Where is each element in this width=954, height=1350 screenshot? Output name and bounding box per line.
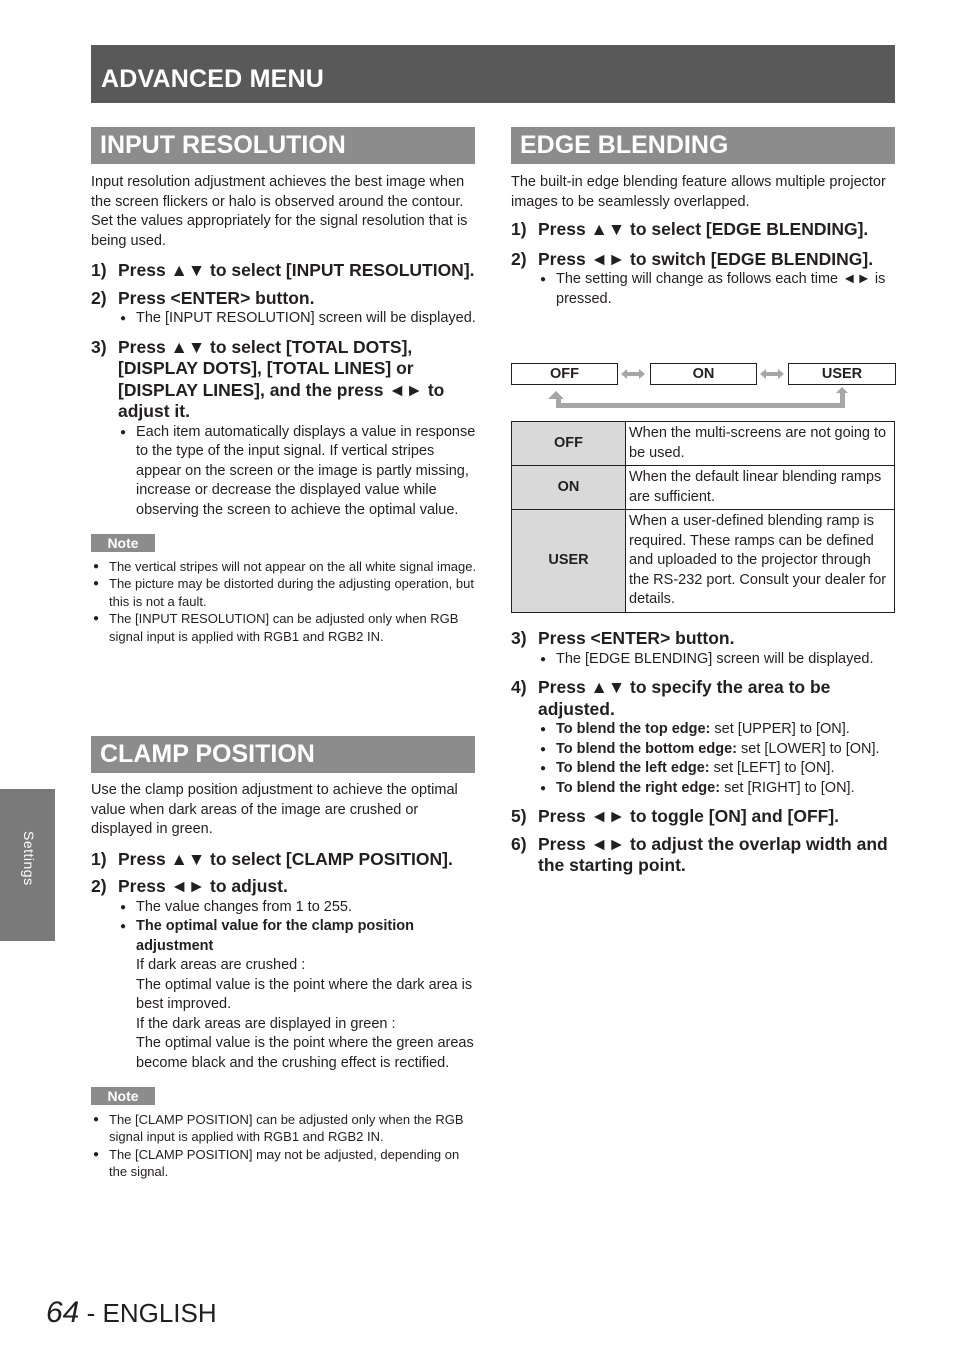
table-key: USER	[512, 510, 626, 613]
setting-cycle-diagram	[511, 363, 896, 411]
blend-item-label: To blend the bottom edge:	[556, 740, 737, 757]
detail-line: The optimal value is the point where the green areas become black and the crushing effect is rectified.	[136, 1035, 474, 1071]
note-badge: Note	[91, 534, 155, 552]
cycle-box-user: USER	[788, 363, 896, 385]
table-desc: When a user-defined blending ramp is required. These ramps can be defined and uploaded to the projector through the RS-232 port. Consult your dealer for details.	[626, 510, 895, 613]
step-text: Press ▲▼ to select [TOTAL DOTS], [DISPLAY DOTS], [TOTAL LINES] or [DISPLAY LINES], and the press ◄► to adjust it.	[118, 336, 445, 421]
step-number: 1)	[511, 219, 527, 239]
note-item: ● The vertical stripes will not appear on the all white signal image.	[91, 558, 477, 576]
table-key: ON	[512, 466, 626, 510]
step-text: Press ◄► to toggle [ON] and [OFF].	[538, 806, 840, 826]
cycle-box-off: OFF	[511, 363, 618, 385]
section-title: INPUT RESOLUTION	[100, 131, 346, 159]
blend-item-value: set [RIGHT] to [ON].	[724, 779, 855, 796]
edge-blending-lower-body	[511, 628, 897, 877]
blend-item-label: To blend the top edge:	[556, 721, 711, 737]
input-resolution-body	[91, 173, 477, 645]
note-item: ● The [CLAMP POSITION] may not be adjusted, depending on the signal.	[91, 1146, 477, 1181]
side-tab-label: Settings	[21, 831, 37, 886]
page-number: 64	[46, 1296, 80, 1329]
intro-text: Input resolution adjustment achieves the best image when the screen flickers or halo is observed around the contour. Set the values appropriately for the signal resolution that is being used.	[91, 174, 468, 249]
return-arrow-icon	[548, 391, 845, 408]
detail-line: If dark areas are crushed :	[136, 957, 306, 973]
step-number: 2)	[91, 876, 107, 896]
side-tab-settings	[0, 789, 55, 941]
bullet-item: ● The setting will change as follows each time ◄► is pressed.	[511, 270, 897, 309]
arrow-up-icon	[836, 387, 848, 393]
step-number: 4)	[511, 677, 527, 697]
bullet-item	[511, 779, 897, 799]
step	[511, 834, 897, 877]
table-row	[512, 510, 895, 613]
double-arrow-icon	[621, 369, 645, 379]
step	[511, 628, 897, 650]
note-block	[91, 1087, 477, 1181]
intro-text: Use the clamp position adjustment to achieve the optimal value when dark areas of the image are crushed or displayed in green.	[91, 782, 458, 837]
step-number: 5)	[511, 806, 527, 826]
note-block	[91, 534, 477, 645]
note-item: ● The [INPUT RESOLUTION] can be adjusted only when RGB signal input is applied with RGB1 and RGB2 IN.	[91, 610, 477, 645]
header-title: ADVANCED MENU	[101, 65, 324, 93]
step	[91, 337, 477, 423]
table-desc: When the default linear blending ramps are sufficient.	[626, 466, 895, 510]
table-row	[512, 422, 895, 466]
step-text: Press <ENTER> button.	[538, 628, 735, 648]
step-text: Press ▲▼ to specify the area to be adjusted.	[538, 677, 831, 719]
step-number: 1)	[91, 260, 107, 280]
section-bar-clamp-position	[91, 736, 475, 773]
cycle-box-on: ON	[650, 363, 757, 385]
step-number: 1)	[91, 848, 107, 869]
table-key: OFF	[512, 422, 626, 466]
bullet-item-bold: ● The optimal value for the clamp position adjustment	[91, 917, 477, 956]
blend-item-value: set [LOWER] to [ON].	[741, 740, 880, 757]
blend-item-label: To blend the left edge:	[556, 760, 710, 776]
step-text: Press ◄► to switch [EDGE BLENDING].	[538, 248, 874, 269]
intro-text: The built-in edge blending feature allows multiple projector images to be seamlessly overlapped.	[511, 174, 886, 210]
table-desc: When the multi-screens are not going to be used.	[626, 422, 895, 466]
detail-line: If the dark areas are displayed in green :	[136, 1015, 396, 1032]
step	[511, 219, 897, 241]
step-number: 2)	[91, 287, 107, 308]
bullet-item	[511, 720, 897, 740]
section-title: EDGE BLENDING	[520, 131, 729, 159]
cycle-arrows	[511, 363, 896, 411]
step	[511, 677, 897, 720]
section-bar-input-resolution	[91, 127, 475, 164]
step-text: Press ▲▼ to select [CLAMP POSITION].	[118, 848, 453, 869]
step	[511, 249, 897, 271]
section-title: CLAMP POSITION	[100, 740, 315, 768]
step	[91, 288, 477, 310]
step-number: 6)	[511, 833, 527, 854]
edge-blending-upper-body	[511, 173, 897, 309]
step-text: Press ▲▼ to select [EDGE BLENDING].	[538, 219, 869, 239]
step	[511, 806, 897, 828]
note-badge: Note	[91, 1087, 155, 1105]
bullet-item: ● The value changes from 1 to 255.	[91, 898, 477, 918]
footer-language: - ENGLISH	[79, 1298, 217, 1328]
double-arrow-icon	[760, 369, 784, 379]
step-text: Press ◄► to adjust.	[118, 876, 288, 896]
step-number: 3)	[511, 628, 527, 648]
bullet-item: ● The [INPUT RESOLUTION] screen will be displayed.	[91, 309, 477, 329]
step-text: Press ▲▼ to select [INPUT RESOLUTION].	[118, 260, 475, 280]
section-bar-edge-blending	[511, 127, 895, 164]
detail-line: The optimal value is the point where the dark area is best improved.	[136, 976, 473, 1012]
note-item: ● The picture may be distorted during the adjusting operation, but this is not a fault.	[91, 575, 477, 610]
bullet-item: ● Each item automatically displays a value in response to the type of the input signal. If vertical stripes appear on the screen or the image is partly missing, increase or decrease the displayed value while observing the screen to achieve the optimal value.	[91, 423, 477, 521]
step-text: Press ◄► to adjust the overlap width and the starting point.	[538, 833, 888, 875]
bullet-detail	[91, 956, 477, 1073]
step-text: Press <ENTER> button.	[118, 287, 315, 308]
edge-blending-table	[511, 421, 895, 613]
bullet-item: ● The [EDGE BLENDING] screen will be displayed.	[511, 650, 897, 670]
clamp-position-body	[91, 781, 477, 1181]
step	[91, 260, 477, 282]
table-row	[512, 466, 895, 510]
blend-item-value: set [UPPER] to [ON].	[714, 721, 850, 737]
blend-item-value: set [LEFT] to [ON].	[713, 760, 835, 776]
step	[91, 849, 477, 871]
step-number: 2)	[511, 248, 527, 269]
step-number: 3)	[91, 336, 107, 357]
page-footer	[46, 1296, 217, 1330]
bullet-item	[511, 759, 897, 779]
step	[91, 876, 477, 898]
bullet-item	[511, 740, 897, 760]
header-bar	[91, 45, 895, 103]
blend-item-label: To blend the right edge:	[556, 779, 721, 796]
note-item: ● The [CLAMP POSITION] can be adjusted only when the RGB signal input is applied with RGB1 and RGB2 IN.	[91, 1111, 477, 1146]
